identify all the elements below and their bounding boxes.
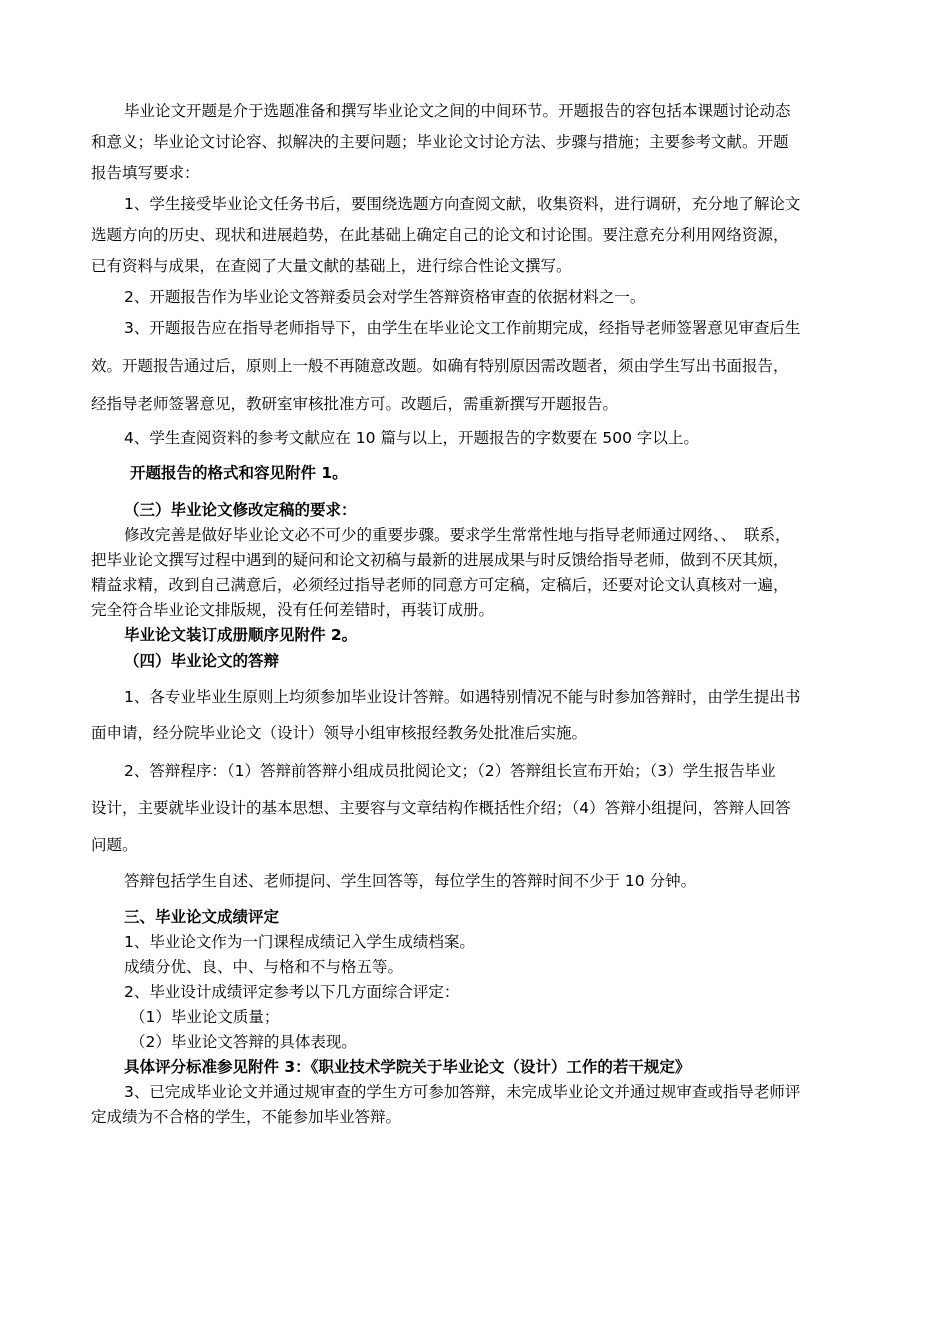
def2-line-3: 问题。	[91, 836, 138, 854]
part-3-heading: 三、毕业论文成绩评定	[124, 908, 280, 926]
def2-line-1: 2、答辩程序：（1）答辩前答辩小组成员批阅论文；（2）答辩组长宣布开始；（3）学生报告毕业	[124, 762, 776, 780]
sec3-line-2: 把毕业论文撰写过程中遇到的疑问和论文初稿与最新的进展成果与时反馈给指导老师，做到不厌其烦，	[91, 551, 789, 569]
grade1-line: 1、毕业论文作为一门课程成绩记入学生成绩档案。	[124, 933, 475, 951]
grade1b-line: 成绩分优、良、中、与格和不与格五等。	[124, 958, 404, 976]
grade2-line: 2、毕业设计成绩评定参考以下几方面综合评定：	[124, 983, 460, 1001]
attachment-3-note: 具体评分标准参见附件 3：《职业技术学院关于毕业论文（设计）工作的若干规定》	[124, 1058, 691, 1076]
intro-line-3: 报告填写要求：	[91, 164, 200, 182]
sec3-line-4: 完全符合毕业论文排版规，没有任何差错时，再装订成册。	[91, 601, 495, 619]
section-4-heading: （四）毕业论文的答辩	[124, 652, 280, 670]
req3-line-3: 经指导老师签署意见，教研室审核批准方可。改题后，需重新撰写开题报告。	[91, 395, 619, 413]
grade2a-line: （1）毕业论文质量；	[130, 1008, 280, 1026]
req2-line-1: 2、开题报告作为毕业论文答辩委员会对学生答辩资格审查的依据材料之一。	[124, 288, 646, 306]
def2-line-2: 设计，主要就毕业设计的基本思想、主要容与文章结构作概括性介绍；（4）答辩小组提问，答辩人回答	[91, 799, 791, 817]
grade2b-line: （2）毕业论文答辩的具体表现。	[130, 1033, 357, 1051]
grade3-line-1: 3、已完成毕业论文并通过规审查的学生方可参加答辩，未完成毕业论文并通过规审查或指导老师评	[124, 1083, 801, 1101]
def1-line-1: 1、各专业毕业生原则上均须参加毕业设计答辩。如遇特别情况不能与时参加答辩时，由学生提出书	[124, 688, 801, 706]
section-3-heading: （三）毕业论文修改定稿的要求：	[124, 501, 357, 519]
sec3-line-1: 修改完善是做好毕业论文必不可少的重要步骤。要求学生常常性地与指导老师通过网络、、 联系，	[124, 526, 791, 544]
req1-line-2: 选题方向的历史、现状和进展趋势，在此基础上确定自己的论文和讨论围。要注意充分利用网络资源，	[91, 226, 789, 244]
req4-line-1: 4、学生查阅资料的参考文献应在 10 篇与以上，开题报告的字数要在 500 字以上。	[124, 429, 699, 447]
req1-line-1: 1、学生接受毕业论文任务书后，要围绕选题方向查阅文献，收集资料，进行调研，充分地了解论文	[124, 195, 801, 213]
intro-line-1: 毕业论文开题是介于选题准备和撰写毕业论文之间的中间环节。开题报告的容包括本课题讨论动态	[124, 102, 791, 120]
def1-line-2: 面申请，经分院毕业论文（设计）领导小组审核报经教务处批准后实施。	[91, 724, 588, 742]
req3-line-2: 效。开题报告通过后，原则上一般不再随意改题。如确有特别原因需改题者，须由学生写出书面报告，	[91, 357, 789, 375]
sec3-line-3: 精益求精，改到自己满意后，必须经过指导老师的同意方可定稿，定稿后，还要对论文认真核对一遍，	[91, 576, 789, 594]
req1-line-3: 已有资料与成果，在查阅了大量文献的基础上，进行综合性论文撰写。	[91, 257, 572, 275]
req3-line-1: 3、开题报告应在指导老师指导下，由学生在毕业论文工作前期完成，经指导老师签署意见审查后生	[124, 319, 801, 337]
attachment-2-note: 毕业论文装订成册顺序见附件 2。	[124, 626, 358, 644]
attachment-1-note: 开题报告的格式和容见附件 1。	[130, 464, 348, 482]
grade3-line-2: 定成绩为不合格的学生，不能参加毕业答辩。	[91, 1108, 402, 1126]
def3-line-1: 答辩包括学生自述、老师提问、学生回答等，每位学生的答辩时间不少于 10 分钟。	[124, 872, 697, 890]
intro-line-2: 和意义；毕业论文讨论容、拟解决的主要问题；毕业论文讨论方法、步骤与措施；主要参考文献。开题	[91, 133, 789, 151]
